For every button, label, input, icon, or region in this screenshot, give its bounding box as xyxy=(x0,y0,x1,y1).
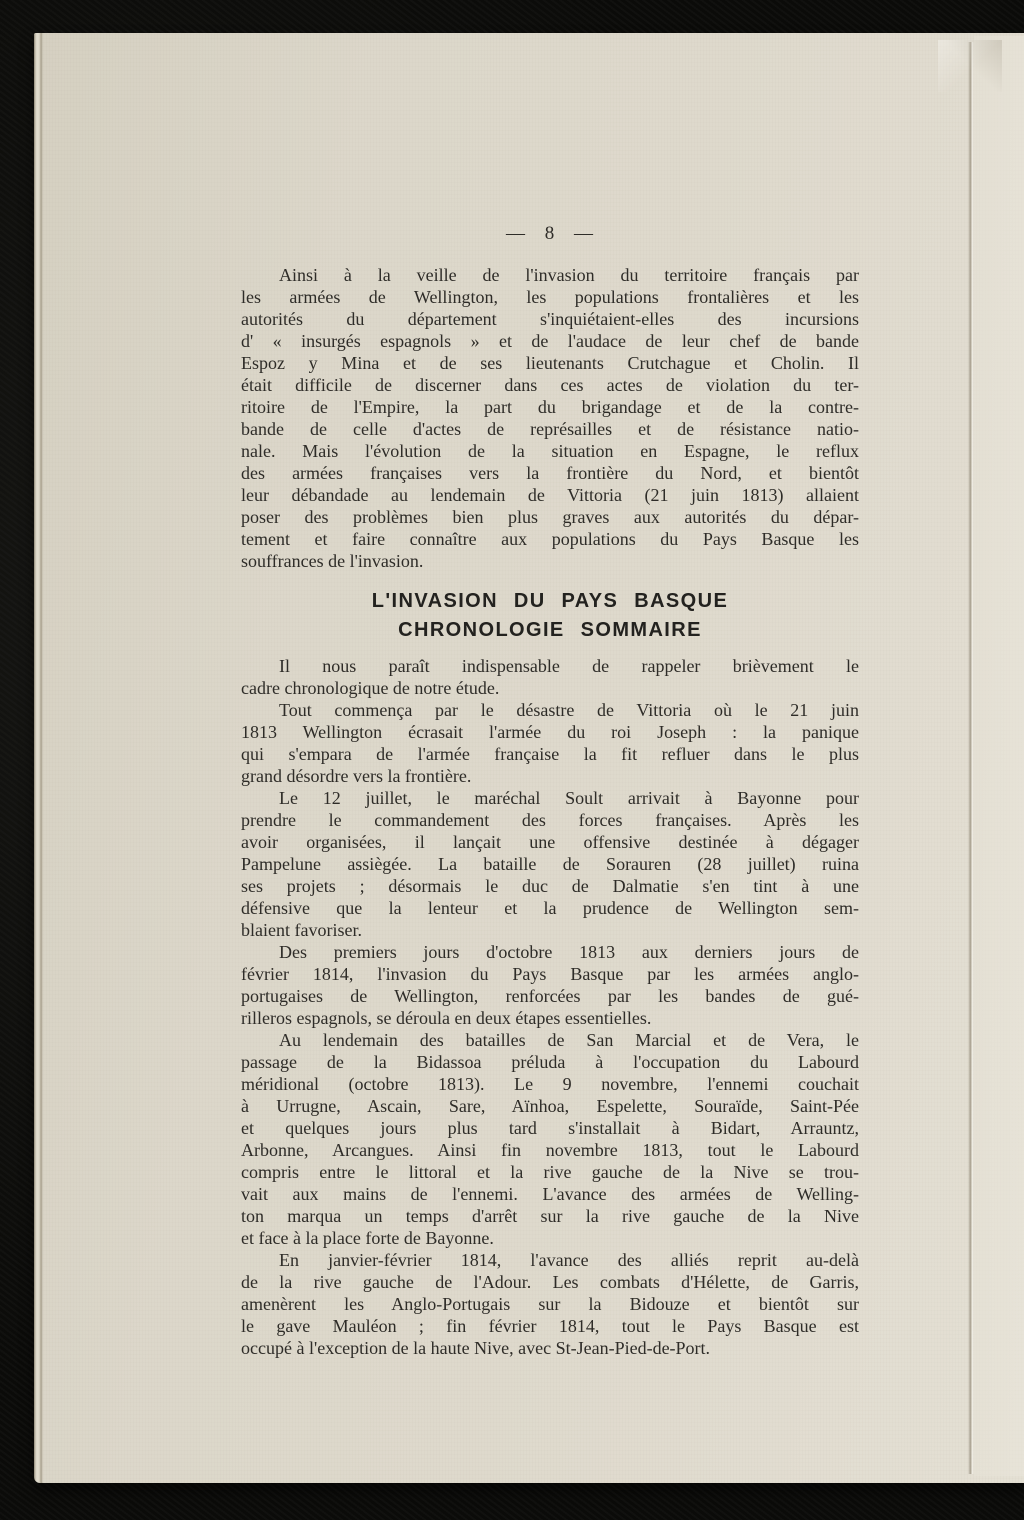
text-line: Ainsi à la veille de l'invasion du territoire français par xyxy=(279,265,859,285)
text-line: les armées de Wellington, les populations frontalières et les xyxy=(241,287,859,307)
heading-line-2: CHRONOLOGIE SOMMAIRE xyxy=(398,619,702,641)
text-line: Espoz y Mina et de ses lieutenants Crutchague et Cholin. Il xyxy=(241,353,859,373)
paragraph xyxy=(241,264,859,572)
text-line: amenèrent les Anglo-Portugais sur la Bidouze et bientôt sur xyxy=(241,1294,859,1314)
text-line: grand désordre vers la frontière. xyxy=(241,766,472,786)
paragraphs-after-heading xyxy=(241,655,859,1359)
text-line: à Urrugne, Ascain, Sare, Aïnhoa, Espelette, Souraïde, Saint-Pée xyxy=(241,1096,859,1116)
text-line: nale. Mais l'évolution de la situation en Espagne, le reflux xyxy=(241,441,859,461)
text-line: prendre le commandement des forces françaises. Après les xyxy=(241,810,859,830)
page-number: — 8 — xyxy=(506,223,594,244)
text-line: et quelques jours plus tard s'installait à Bidart, Arrauntz, xyxy=(241,1118,859,1138)
paragraph xyxy=(241,655,859,699)
text-line: Arbonne, Arcangues. Ainsi fin novembre 1813, tout le Labourd xyxy=(241,1140,859,1160)
text-line: portugaises de Wellington, renforcées par les bandes de gué- xyxy=(241,986,859,1006)
text-line: souffrances de l'invasion. xyxy=(241,551,424,571)
paragraph xyxy=(241,1029,859,1249)
text-line: Tout commença par le désastre de Vittoria où le 21 juin xyxy=(279,700,859,720)
text-line: méridional (octobre 1813). Le 9 novembre, l'ennemi couchait xyxy=(241,1074,859,1094)
paragraph xyxy=(241,699,859,787)
text-line: Le 12 juillet, le maréchal Soult arrivait à Bayonne pour xyxy=(279,788,859,808)
section-heading xyxy=(241,587,859,645)
text-line: leur débandade au lendemain de Vittoria (21 juin 1813) allaient xyxy=(241,485,859,505)
text-line: rilleros espagnols, se déroula en deux étapes essentielles. xyxy=(241,1008,652,1028)
text-line: ritoire de l'Empire, la part du brigandage et de la contre- xyxy=(241,397,859,417)
text-line: tement et faire connaître aux populations du Pays Basque les xyxy=(241,529,859,549)
text-line: Au lendemain des batailles de San Marcial et de Vera, le xyxy=(279,1030,859,1050)
text-line: de la rive gauche de l'Adour. Les combats d'Hélette, de Garris, xyxy=(241,1272,859,1292)
text-line: poser des problèmes bien plus graves aux autorités du dépar- xyxy=(241,507,859,527)
text-line: défensive que la lenteur et la prudence de Wellington sem- xyxy=(241,898,859,918)
text-line: et face à la place forte de Bayonne. xyxy=(241,1228,494,1248)
paragraph xyxy=(241,787,859,941)
text-line: des armées françaises vers la frontière du Nord, et bientôt xyxy=(241,463,859,483)
text-line: autorités du département s'inquiétaient-elles des incursions xyxy=(241,309,859,329)
text-line: Il nous paraît indispensable de rappeler brièvement le xyxy=(279,656,859,676)
text-line: blaient favoriser. xyxy=(241,920,362,940)
text-line: cadre chronologique de notre étude. xyxy=(241,678,500,698)
text-line: d' « insurgés espagnols » et de l'audace de leur chef de bande xyxy=(241,331,859,351)
paragraph xyxy=(241,1249,859,1359)
paragraphs-before-heading xyxy=(241,264,859,572)
body-text xyxy=(241,264,859,1359)
page-fold-crease xyxy=(968,42,974,1474)
book-page xyxy=(34,33,1024,1483)
adjacent-page-edge xyxy=(974,36,1024,1476)
text-line: le gave Mauléon ; fin février 1814, tout le Pays Basque est xyxy=(241,1316,859,1336)
text-line: 1813 Wellington écrasait l'armée du roi Joseph : la panique xyxy=(241,722,859,742)
text-line: passage de la Bidassoa préluda à l'occupation du Labourd xyxy=(241,1052,859,1072)
text-line: Pampelune assiègée. La bataille de Sorauren (28 juillet) ruina xyxy=(241,854,859,874)
paragraph xyxy=(241,941,859,1029)
text-line: février 1814, l'invasion du Pays Basque par les armées anglo- xyxy=(241,964,859,984)
text-line: avoir organisées, il lançait une offensive destinée à dégager xyxy=(241,832,859,852)
page-left-cut-edge xyxy=(34,33,43,1483)
text-line: ton marqua un temps d'arrêt sur la rive gauche de la Nive xyxy=(241,1206,859,1226)
text-line: qui s'empara de l'armée française la fit refluer dans le plus xyxy=(241,744,859,764)
text-line: était difficile de discerner dans ces actes de violation du ter- xyxy=(241,375,859,395)
text-line: occupé à l'exception de la haute Nive, avec St-Jean-Pied-de-Port. xyxy=(241,1338,711,1358)
text-line: compris entre le littoral et la rive gauche de la Nive se trou- xyxy=(241,1162,859,1182)
text-line: ses projets ; désormais le duc de Dalmatie s'en tint à une xyxy=(241,876,859,896)
heading-line-1: L'INVASION DU PAYS BASQUE xyxy=(371,590,729,612)
text-line: bande de celle d'actes de représailles et de résistance natio- xyxy=(241,419,859,439)
text-line: vait aux mains de l'ennemi. L'avance des armées de Welling- xyxy=(241,1184,859,1204)
text-line: En janvier-février 1814, l'avance des alliés reprit au-delà xyxy=(279,1250,859,1270)
text-line: Des premiers jours d'octobre 1813 aux derniers jours de xyxy=(279,942,859,962)
